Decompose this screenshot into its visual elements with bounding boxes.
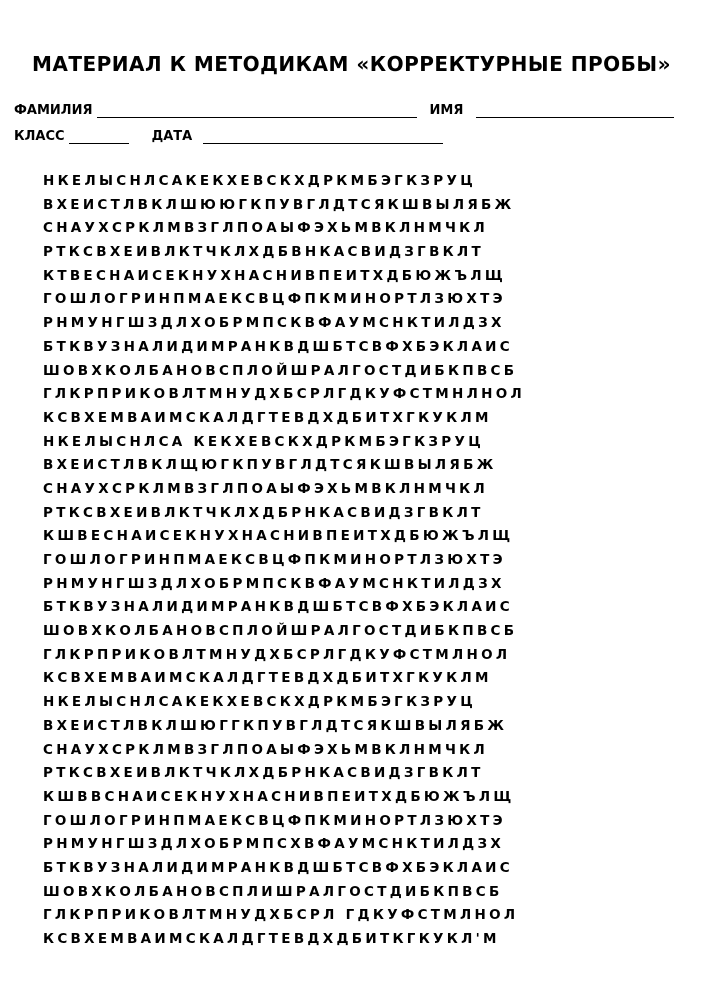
letter-row: ГЛКРПРИКОВЛТМНУДХБСРЛГДКУФСТМНЛНОЛ [43, 386, 526, 403]
letter-row: ГОШЛОГРИНПМАЕКСВЦФПКМИНОРТЛЗЮХТЭ [43, 291, 506, 308]
letter-grid [43, 170, 663, 952]
letter-row: КСВХЕМВАИМСКАЛДГТЕВДХДБИТХГКУКЛМ [43, 670, 492, 687]
letter-row: СНАУХСРКЛМВЗГЛПОАЫФЭХЬМВКЛНМЧКЛ [43, 220, 489, 237]
surname-field[interactable] [97, 105, 417, 118]
letter-row: РНМУНГШЗДЛХОБРМПСКВФАУМСНКТИЛДЗХ [43, 315, 505, 332]
letter-row: ВХЕИСТЛВКЛШЮЮГКПУВГЛДТСЯКШВЫЛЯБЖ [43, 196, 515, 213]
letter-row: БТКВУЗНАЛИДИМРАНКВДШБТСВФХБЭКЛАИС [43, 599, 513, 616]
letter-row: ГОШЛОГРИНПМАЕКСВЦФПКМИНОРТЛЗЮХТЭ [43, 552, 506, 568]
letter-row: НКЕЛЫСНЛСАКЕКХЕВСКХДРКМБЭГКЗРУЦ [43, 694, 477, 711]
letter-row: БТКВУЗНАЛИДИМРАНКВДШБТСВФХБЭКЛАИС [43, 859, 513, 876]
class-field[interactable] [69, 131, 129, 144]
letter-row: НКЕЛЫСНЛСАКЕКХЕВСКХДРКМБЭГКЗРУЦ [43, 173, 477, 189]
letter-row: КШВЕСНАИСЕКНУХНАСНИВПЕИТХДБЮЖЪЛЩ [43, 528, 514, 545]
surname-label: ФАМИЛИЯ [14, 103, 93, 118]
letter-row: ШОВХКОЛБАНОВСПЛОЙШРАЛГОСТДИБКПВСБ [43, 362, 518, 379]
date-label: ДАТА [151, 129, 193, 144]
letter-row: ГЛКРПРИКОВЛТМНУДХБСРЛГДКУФСТМЛНОЛ [43, 646, 511, 663]
first-name-label: ИМЯ [429, 103, 464, 118]
class-label: КЛАСС [14, 129, 65, 144]
letter-row: НКЕЛЫСНЛСА КЕКХЕВСКХДРКМБЭГКЗРУЦ [43, 433, 485, 450]
letter-row: ГЛКРПРИКОВЛТМНУДХБСРЛ ГДКУФСТМЛНОЛ [43, 907, 519, 924]
letter-row: КСВХЕМВАИМСКАЛДГТЕВДХДБИТХГКУКЛМ [43, 409, 492, 426]
letter-row: РНМУНГШЗДЛХОБРМПСХВФАУМСНКТИЛДЗХ [43, 836, 505, 853]
letter-row: РТКСВХЕИВЛКТЧКЛХДБРНКАСВИДЗГВКЛТ [43, 504, 484, 521]
letter-row: РТКСВХЕИВЛКТЧКЛХДБРНКАСВИДЗГВКЛТ [43, 765, 484, 782]
first-name-field[interactable] [476, 105, 674, 118]
page-title: МАТЕРИАЛ К МЕТОДИКАМ «КОРРЕКТУРНЫЕ ПРОБЫ» [31, 52, 672, 76]
letter-row: ГОШЛОГРИНПМАЕКСВЦФПКМИНОРТЛЗЮХТЭ [43, 812, 506, 829]
letter-row: ШОВХКОЛБАНОВСПЛОЙШРАЛГОСТДИБКПВСБ [43, 623, 518, 640]
letter-row: СНАУХСРКЛМВЗГЛПОАЫФЭХЬМВКЛНМЧКЛ [43, 480, 489, 497]
letter-row: ВХЕИСТЛВКЛШЮГГКПУВГЛДТСЯКШВЫЛЯБЖ [43, 717, 508, 734]
letter-row: СНАУХСРКЛМВЗГЛПОАЫФЭХЬМВКЛНМЧКЛ [43, 741, 489, 758]
letter-row: КТВЕСНАИСЕКНУХНАСНИВПЕИТХДБЮЖЪЛЩ [43, 267, 507, 284]
name-fields-row [14, 103, 674, 118]
date-field[interactable] [203, 131, 443, 144]
letter-row: ШОВХКОЛБАНОВСПЛИШРАЛГОСТДИБКПВСБ [43, 883, 503, 900]
class-date-fields-row [14, 129, 443, 144]
letter-row: БТКВУЗНАЛИДИМРАНКВДШБТСВФХБЭКЛАИС [43, 338, 513, 355]
letter-row: РНМУНГШЗДЛХОБРМПСКВФАУМСНКТИЛДЗХ [43, 575, 505, 592]
letter-row: КСВХЕМВАИМСКАЛДГТЕВДХДБИТКГКУКЛ'М [43, 931, 500, 947]
letter-row: КШВВСНАИСЕКНУХНАСНИВПЕИТХДБЮЖЪЛЩ [43, 788, 515, 805]
letter-row: ВХЕИСТЛВКЛЩЮГКПУВГЛДТСЯКШВЫЛЯБЖ [43, 457, 497, 474]
letter-row: РТКСВХЕИВЛКТЧКЛХДБВНКАСВИДЗГВКЛТ [43, 244, 485, 261]
